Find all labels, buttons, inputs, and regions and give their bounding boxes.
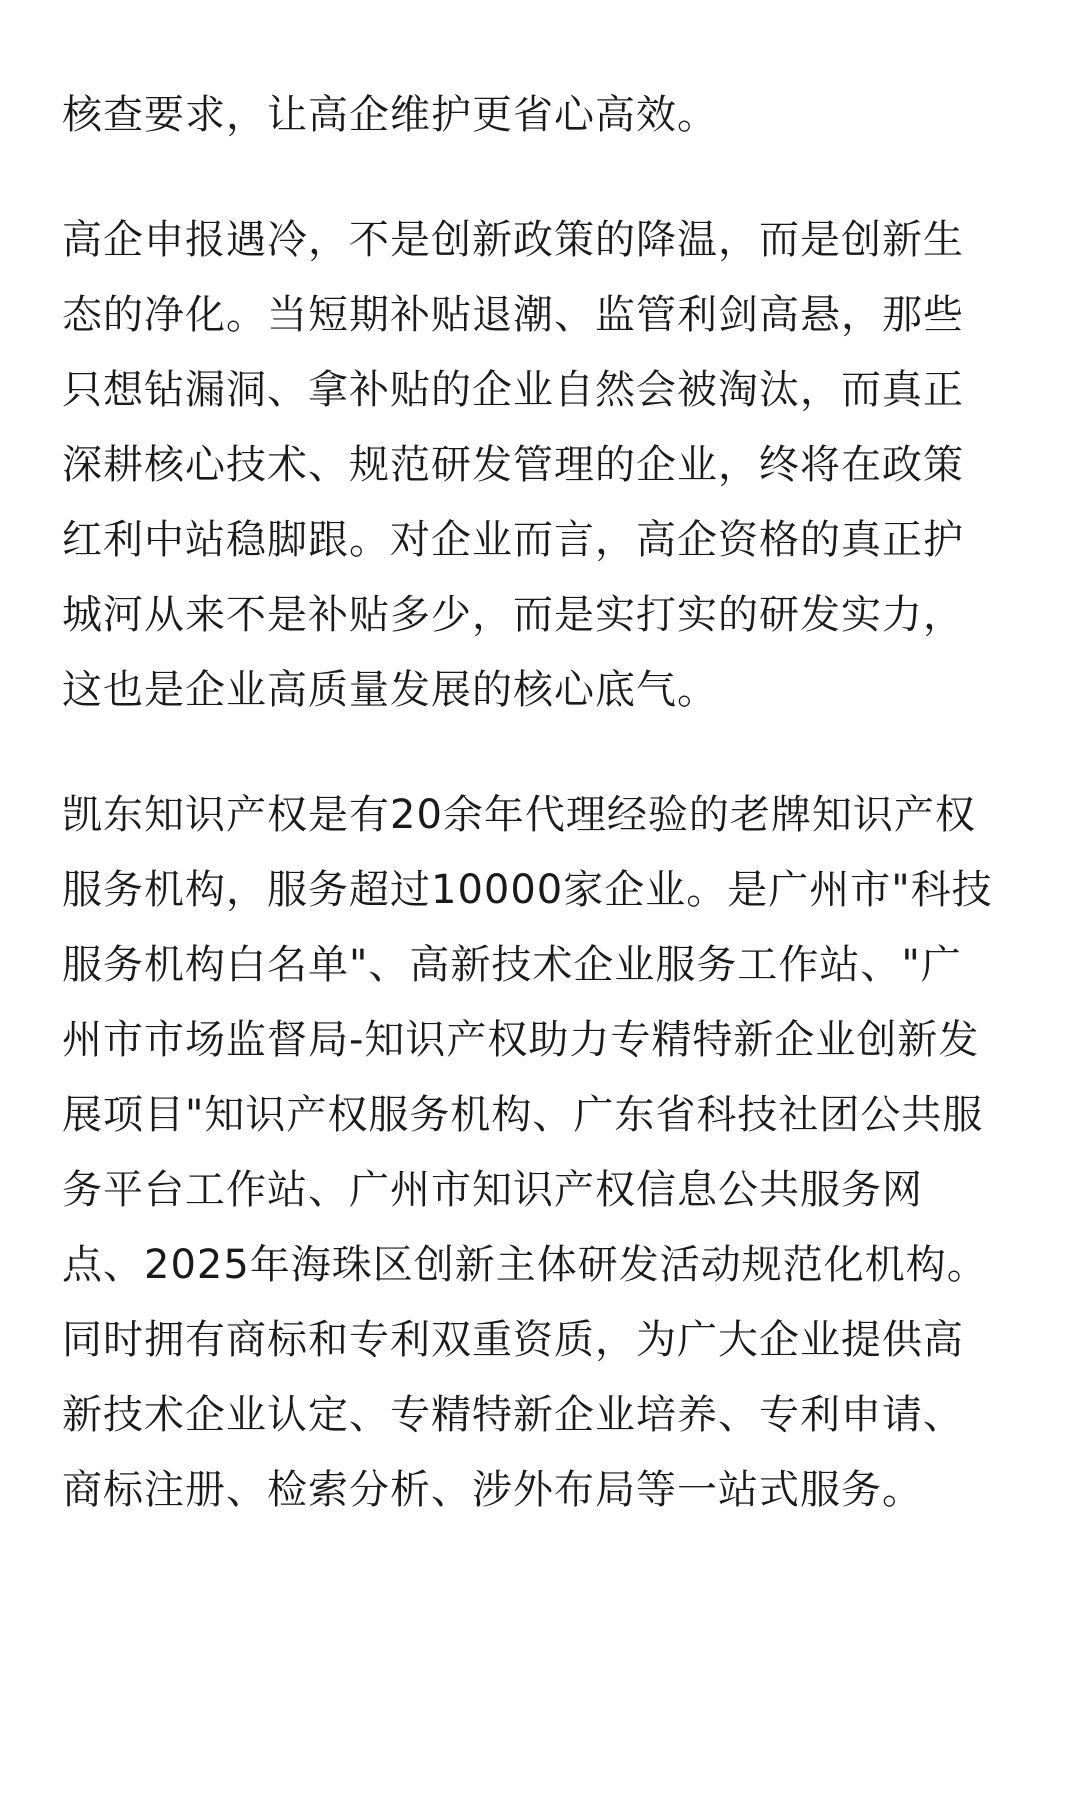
article-body — [62, 78, 1028, 1578]
article-paragraph: 核查要求，让高企维护更省心高效。 — [62, 92, 718, 138]
article-paragraph: 凯东知识产权是有20余年代理经验的老牌知识产权 服务机构，服务超过10000家企业。是广州市"科技 服务机构白名单"、高新技术企业服务工作站、"广 州市市场监督局-知识产权助力专精特新企业创新发 展项目"知识产权服务机构、广东省科技社团公共服 务平台工作站、广州市知识产权信息公共服务网 点、2025年海珠区创新主体研发活动规范化机构。 同时拥有商标和专利双重资质，为广大企业提供高 新技术企业认定、专精特新企业培养、专利申请、 商标注册、检索分析、涉外布局等一站式服务。 — [62, 792, 993, 1513]
article-paragraph: 高企申报遇冷，不是创新政策的降温，而是创新生 态的净化。当短期补贴退潮、监管利剑高悬，那些 只想钻漏洞、拿补贴的企业自然会被淘汰，而真正 深耕核心技术、规范研发管理的企业，终将在政策 红利中站稳脚跟。对企业而言，高企资格的真正护 城河从来不是补贴多少，而是实打实的研发实力， 这也是企业高质量发展的核心底气。 — [62, 217, 964, 713]
